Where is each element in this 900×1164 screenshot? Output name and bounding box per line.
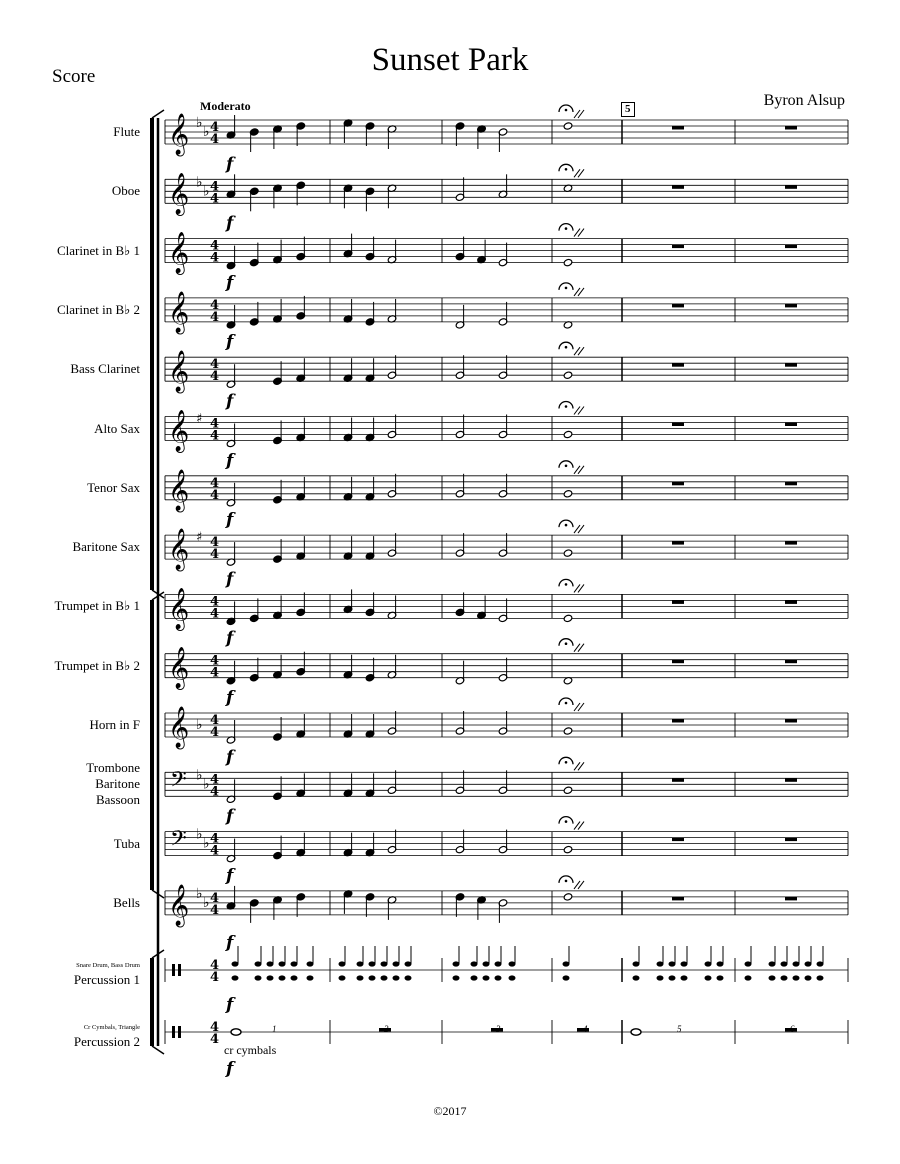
instrument-name-line: Flute [113, 124, 140, 139]
time-signature: 4 [210, 297, 220, 313]
percussion-note [453, 975, 460, 980]
fermata-dot [565, 465, 568, 468]
fermata-dot [565, 287, 568, 290]
percussion-note [339, 975, 346, 980]
time-signature: 4 [210, 831, 220, 847]
percussion-note [232, 975, 239, 980]
note [563, 549, 573, 557]
percussion-note [357, 975, 364, 980]
instrument-name-line: Oboe [111, 183, 140, 199]
fermata-dot [565, 583, 568, 586]
staff [165, 995, 848, 1079]
treble-clef: 𝄞 [168, 469, 190, 511]
staff [165, 392, 848, 453]
whole-rest [785, 423, 797, 427]
tempo-marking: Moderato [200, 99, 251, 113]
note [563, 845, 573, 853]
time-signature: 4 [210, 428, 220, 444]
flat-sign: ♭ [196, 767, 203, 784]
whole-rest [785, 541, 797, 545]
time-signature: 4 [210, 772, 220, 788]
flat-sign: ♭ [196, 885, 203, 902]
whole-rest [785, 897, 797, 901]
time-signature: 4 [210, 725, 220, 740]
instrument-name [113, 895, 140, 911]
percussion-note [657, 961, 664, 966]
percussion-note [405, 961, 412, 966]
staff [165, 214, 848, 275]
time-signature: 4 [210, 653, 220, 669]
measure-number: 5 [677, 1024, 682, 1034]
whole-rest [672, 185, 684, 189]
whole-rest [785, 245, 797, 249]
percussion-note [279, 961, 286, 966]
percussion-clef [178, 1026, 181, 1038]
dynamic-marking: f [226, 154, 234, 175]
fermata-dot [565, 761, 568, 764]
percussion-note [369, 975, 376, 980]
whole-rest [785, 185, 797, 189]
whole-rest [672, 423, 684, 427]
instrument-name-line: Trumpet in B♭ 2 [54, 657, 140, 673]
staff [165, 569, 848, 630]
time-signature: 4 [210, 1020, 220, 1035]
instrument-name [55, 658, 140, 674]
whole-note [631, 1029, 641, 1035]
percussion-note [509, 961, 516, 966]
percussion-note [563, 975, 570, 980]
staff [165, 451, 848, 512]
instrument-name-line: Baritone Sax [72, 539, 140, 555]
instrument-name [72, 539, 140, 555]
instrument-name [73, 1024, 140, 1050]
dynamic-marking: f [226, 450, 234, 471]
instrument-name-line: Trumpet in B♭ 1 [54, 598, 140, 614]
instrument-name-line: Tenor Sax [87, 479, 140, 495]
bass-clef: 𝄢 [170, 767, 187, 798]
percussion-note [705, 975, 712, 980]
percussion-note [232, 961, 239, 966]
time-signature: 4 [210, 369, 220, 385]
fermata-dot [565, 109, 568, 112]
percussion-note [669, 975, 676, 980]
time-signature: 4 [210, 547, 220, 563]
staff [165, 154, 848, 215]
percussion-note [471, 961, 478, 966]
time-signature: 4 [210, 1032, 220, 1047]
flat-sign: ♭ [196, 115, 203, 131]
time-signature: 4 [210, 958, 220, 973]
whole-rest [672, 778, 684, 782]
percussion-note [471, 975, 478, 980]
percussion-instruments: Cr Cymbals, Triangle [83, 1024, 140, 1031]
fermata-dot [565, 820, 568, 823]
percussion-note [793, 975, 800, 980]
time-signature: 4 [210, 416, 220, 432]
bracket-hook [152, 1046, 164, 1054]
dynamic-marking: f [226, 865, 234, 886]
percussion-note [769, 975, 776, 980]
measure-number: 2 [384, 1024, 389, 1034]
whole-rest [672, 719, 684, 723]
dynamic-marking: f [226, 510, 234, 531]
percussion-note [633, 975, 640, 980]
whole-rest [672, 838, 684, 842]
percussion-note [357, 961, 364, 966]
staff [165, 933, 848, 985]
percussion-note [495, 975, 502, 980]
percussion-note [781, 961, 788, 966]
percussion-note [267, 975, 274, 980]
staff [165, 688, 848, 749]
instrument-name [112, 183, 140, 199]
percussion-note [657, 975, 664, 980]
time-signature: 4 [210, 890, 220, 906]
fermata-dot [565, 702, 568, 705]
percussion-note [495, 961, 502, 966]
percussion-note [669, 961, 676, 966]
time-signature: 4 [210, 843, 220, 859]
percussion-note [781, 975, 788, 980]
note [563, 786, 573, 794]
instrument-name-line: Bass Clarinet [70, 361, 140, 377]
instrument-name-line: Alto Sax [94, 420, 140, 436]
instrument-name-line: Baritone [95, 776, 140, 792]
whole-rest [785, 778, 797, 782]
time-signature: 4 [210, 191, 220, 207]
whole-rest [785, 363, 797, 367]
fermata-dot [565, 227, 568, 230]
percussion-note [745, 975, 752, 980]
note [563, 893, 573, 901]
staff [165, 629, 848, 690]
dynamic-marking: f [226, 995, 234, 1015]
fermata-dot [565, 168, 568, 171]
percussion-note [705, 961, 712, 966]
staff [165, 332, 848, 393]
instrument-name-line: Trombone [86, 760, 140, 776]
flat-sign: ♭ [203, 835, 210, 852]
time-signature: 4 [210, 713, 220, 728]
percussion-note [563, 961, 570, 966]
time-signature: 4 [210, 535, 220, 551]
note [563, 371, 573, 379]
percussion-note [279, 975, 286, 980]
percussion-note [267, 961, 274, 966]
measure-number: 3 [496, 1024, 501, 1034]
treble-clef: 𝄞 [168, 884, 190, 926]
note [563, 490, 573, 498]
time-signature: 4 [210, 665, 220, 681]
instrument-name [86, 760, 140, 808]
percussion-note [633, 961, 640, 966]
percussion-clef [178, 964, 181, 976]
whole-rest [672, 897, 684, 901]
flat-sign: ♭ [203, 776, 210, 793]
instrument-name [55, 598, 140, 614]
whole-rest [672, 482, 684, 486]
percussion-instruments: Snare Drum, Bass Drum [76, 962, 140, 969]
time-signature: 4 [210, 357, 220, 373]
percussion-note [509, 975, 516, 980]
flat-sign: ♭ [203, 124, 210, 140]
instrument-name [94, 421, 140, 437]
note [563, 430, 573, 438]
percussion-clef [172, 964, 175, 976]
flat-sign: ♭ [203, 894, 210, 911]
percussion-note [393, 975, 400, 980]
whole-rest [785, 304, 797, 308]
staff [165, 866, 848, 927]
instrument-name [70, 361, 140, 377]
treble-clef: 𝄞 [168, 114, 190, 155]
percussion-note [483, 961, 490, 966]
treble-clef: 𝄞 [168, 232, 190, 274]
instrument-name-line: Clarinet in B♭ 2 [56, 301, 140, 317]
dynamic-marking: f [226, 688, 234, 708]
instrument-name-line: Bells [113, 894, 140, 910]
measure-number: 4 [583, 1024, 588, 1034]
staff [165, 747, 848, 803]
instrument-name [114, 836, 140, 852]
percussion-note [339, 961, 346, 966]
percussion-note [745, 961, 752, 966]
fermata-dot [565, 642, 568, 645]
whole-rest [672, 245, 684, 249]
percussion-note [291, 975, 298, 980]
dynamic-marking: f [226, 806, 234, 827]
percussion-note [255, 961, 262, 966]
time-signature: 4 [210, 784, 220, 800]
dynamic-marking: f [226, 933, 234, 953]
percussion-note [793, 961, 800, 966]
copyright: ©2017 [433, 1104, 467, 1118]
time-signature: 4 [210, 970, 220, 985]
dynamic-marking: f [226, 332, 234, 353]
percussion-note [381, 975, 388, 980]
whole-rest [785, 600, 797, 604]
time-signature: 4 [210, 902, 220, 918]
dynamic-marking: f [226, 569, 234, 590]
instrument-name-line: Percussion 1 [73, 972, 140, 987]
instrument-name [57, 302, 140, 318]
whole-rest [785, 660, 797, 664]
percussion-note [393, 961, 400, 966]
instrument-name [89, 717, 140, 733]
time-signature: 4 [210, 250, 220, 266]
whole-rest [672, 660, 684, 664]
note [563, 122, 573, 130]
whole-rest [785, 126, 797, 130]
flat-sign: ♭ [196, 826, 203, 843]
staff [165, 807, 848, 863]
note [563, 614, 573, 622]
treble-clef: 𝄞 [168, 410, 190, 452]
note [563, 258, 573, 266]
whole-rest [785, 482, 797, 486]
percussion-note [717, 961, 724, 966]
percussion-note [817, 961, 824, 966]
percussion-note [769, 961, 776, 966]
instrument-name-line: Tuba [113, 835, 140, 851]
percussion-note [453, 961, 460, 966]
fermata-dot [565, 346, 568, 349]
note [563, 727, 573, 735]
percussion-note [483, 975, 490, 980]
fermata-dot [565, 405, 568, 408]
treble-clef: 𝄞 [168, 647, 190, 689]
percussion-note [291, 961, 298, 966]
percussion-note [381, 961, 388, 966]
instrument-name-line: Percussion 2 [73, 1034, 140, 1049]
dynamic-marking: f [226, 391, 234, 412]
percussion-clef [172, 1026, 175, 1038]
percussion-note [817, 975, 824, 980]
staff [165, 105, 848, 156]
time-signature: 4 [210, 606, 220, 622]
instrument-name-line: Bassoon [95, 792, 140, 808]
measure-number: 6 [790, 1024, 795, 1034]
page-title: Sunset Park [371, 42, 529, 78]
sharp-sign: ♯ [196, 411, 203, 427]
time-signature: 4 [210, 475, 220, 491]
treble-clef: 𝄞 [168, 588, 190, 630]
sharp-sign: ♯ [196, 530, 203, 546]
whole-rest [672, 126, 684, 130]
staff [165, 510, 848, 571]
treble-clef: 𝄞 [168, 351, 190, 393]
staff [165, 273, 848, 334]
flat-sign: ♭ [203, 183, 210, 200]
dynamic-marking: f [226, 1059, 234, 1079]
measure-number: 1 [272, 1024, 277, 1034]
time-signature: 4 [210, 120, 220, 135]
time-signature: 4 [210, 238, 220, 254]
instrument-name-line: Clarinet in B♭ 1 [56, 242, 140, 258]
whole-rest [672, 600, 684, 604]
percussion-note [369, 961, 376, 966]
instrument-name-line: Horn in F [89, 717, 140, 732]
time-signature: 4 [210, 179, 220, 195]
percussion-note [307, 961, 314, 966]
treble-clef: 𝄞 [168, 529, 190, 571]
time-signature: 4 [210, 132, 220, 147]
dynamic-marking: f [226, 213, 234, 234]
percussion-note [307, 975, 314, 980]
bass-clef: 𝄢 [170, 826, 187, 857]
percussion-note [255, 975, 262, 980]
instrument-name [87, 480, 140, 496]
composer-name: Byron Alsup [763, 92, 845, 109]
instrument-name [73, 962, 140, 988]
instrument-name [57, 243, 140, 259]
flat-sign: ♭ [196, 717, 203, 733]
whole-rest [672, 304, 684, 308]
flat-sign: ♭ [196, 174, 203, 191]
whole-rest [672, 363, 684, 367]
whole-rest [785, 838, 797, 842]
whole-note [231, 1029, 241, 1035]
time-signature: 4 [210, 309, 220, 325]
percussion-note [405, 975, 412, 980]
rehearsal-mark: 5 [621, 102, 635, 117]
dynamic-marking: f [226, 628, 234, 649]
time-signature: 4 [210, 487, 220, 503]
percussion-note [805, 961, 812, 966]
treble-clef: 𝄞 [168, 291, 190, 333]
whole-rest [672, 541, 684, 545]
dynamic-marking: f [226, 747, 234, 768]
score-label: Score [52, 66, 96, 87]
percussion-note [681, 961, 688, 966]
whole-rest [785, 719, 797, 723]
dynamic-marking: f [226, 272, 234, 293]
percussion-note [805, 975, 812, 980]
instrument-name [113, 124, 140, 140]
time-signature: 4 [210, 594, 220, 610]
percussion-note [717, 975, 724, 980]
bracket-hook [152, 110, 164, 118]
percussion-note [681, 975, 688, 980]
fermata-dot [565, 880, 568, 883]
treble-clef: 𝄞 [168, 707, 190, 748]
cymbals-label: cr cymbals [224, 1043, 277, 1057]
fermata-dot [565, 524, 568, 527]
treble-clef: 𝄞 [168, 173, 190, 215]
